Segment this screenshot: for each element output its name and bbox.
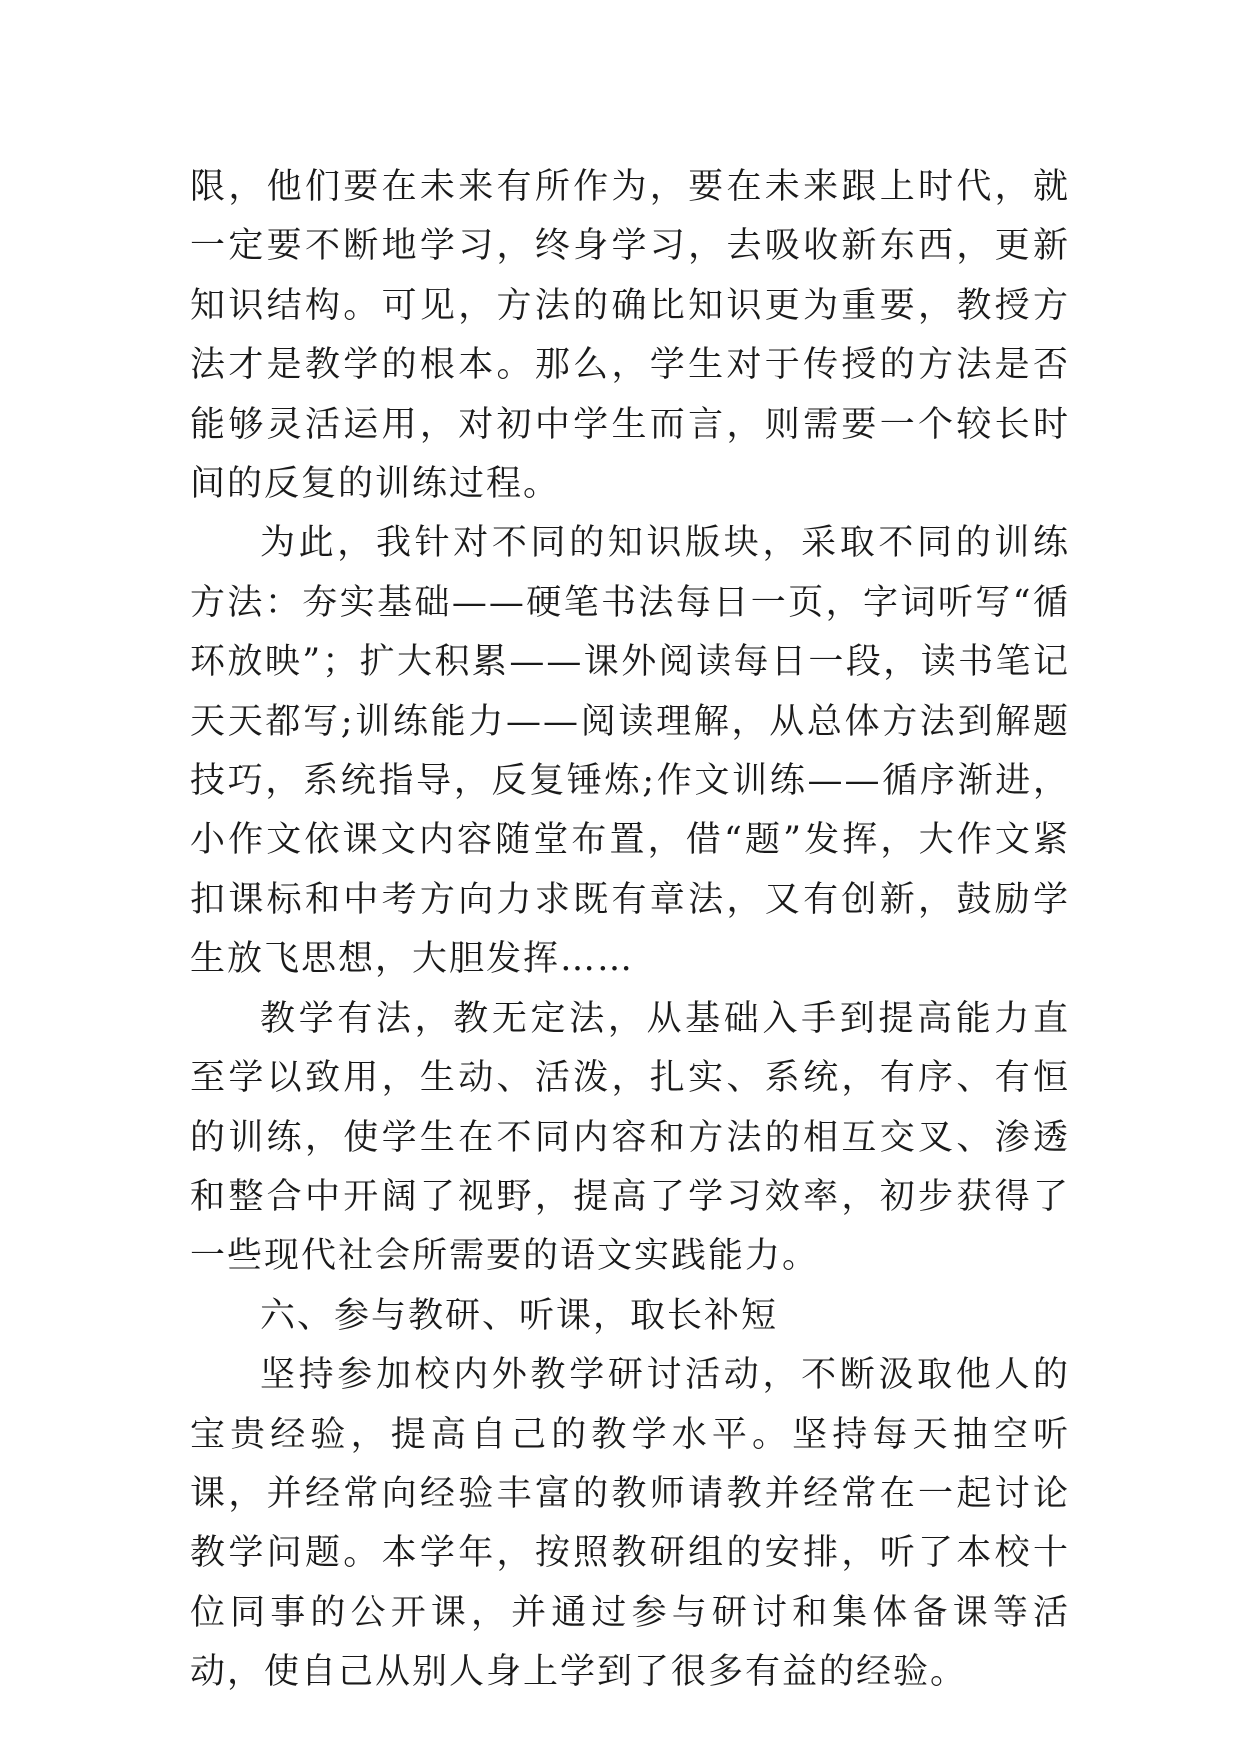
- document-body: [190, 158, 1070, 1703]
- section-heading: 六、参与教研、听课，取长补短: [260, 1295, 779, 1336]
- paragraph-training-methods: 为此，我针对不同的知识版块，采取不同的训练方法：夯实基础——硬笔书法每日一页，字词听写“循环放映”；扩大积累——课外阅读每日一段，读书笔记天天都写;训练能力——阅读理解，从总体方法到解题技巧，系统指导，反复锤炼;作文训练——循序渐进，小作文依课文内容随堂布置，借“题”发挥，大作文紧扣课标和中考方向力求既有章法，又有创新，鼓励学生放飞思想，大胆发挥……: [190, 523, 1070, 980]
- paragraph-teaching-methods: 教学有法，教无定法，从基础入手到提高能力直至学以致用，生动、活泼，扎实、系统，有序、有恒的训练，使学生在不同内容和方法的相互交叉、渗透和整合中开阔了视野，提高了学习效率，初步获得了一些现代社会所需要的语文实践能力。: [190, 998, 1070, 1277]
- paragraph-continuation: 限，他们要在未来有所作为，要在未来跟上时代，就一定要不断地学习，终身学习，去吸收新东西，更新知识结构。可见，方法的确比知识更为重要，教授方法才是教学的根本。那么，学生对于传授的方法是否能够灵活运用，对初中学生而言，则需要一个较长时间的反复的训练过程。: [190, 167, 1070, 505]
- paragraph-research-activities: 坚持参加校内外教学研讨活动，不断汲取他人的宝贵经验，提高自己的教学水平。坚持每天抽空听课，并经常向经验丰富的教师请教并经常在一起讨论教学问题。本学年，按照教研组的安排，听了本校十位同事的公开课，并通过参与研讨和集体备课等活动，使自己从别人身上学到了很多有益的经验。: [190, 1355, 1070, 1693]
